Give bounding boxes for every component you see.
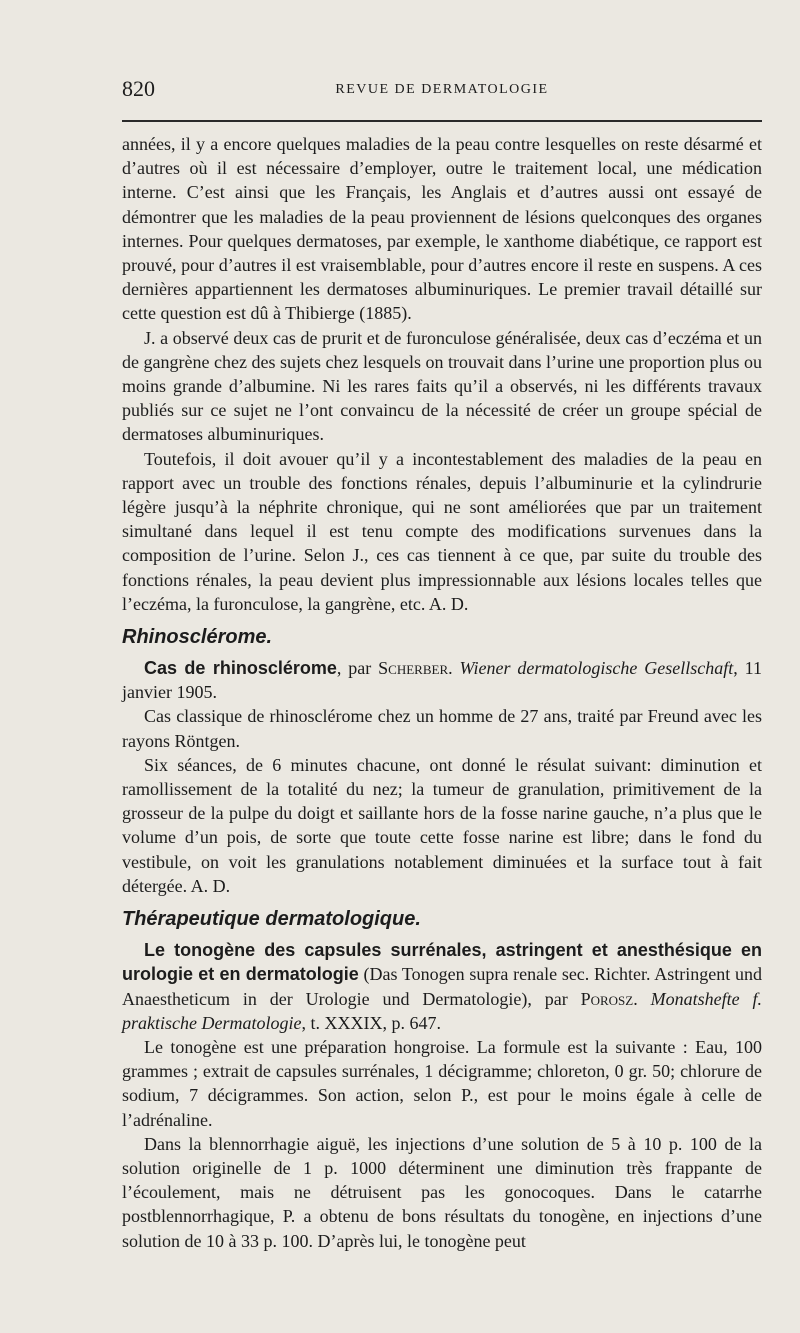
citation-by: , par [336, 658, 379, 679]
header-rule [122, 120, 762, 122]
citation-dot: . [633, 988, 651, 1009]
section-heading: Thérapeutique dermatologique. [122, 908, 421, 931]
article-title: Cas de rhinosclérome [144, 658, 337, 679]
paragraph: Toutefois, il doit avouer qu’il y a incontestablement des maladies de la peau en rapport avec un trouble des fonctions rénales, depuis l’albuminurie et la cylindrurie légère jusqu’à la néphrite chronique, qui ne sont améliorées que par un traitement simultané dans lequel il est tenu compte des modifications survenues dans la composition de l’urine. Selon J., ces cas tiennent à ce que, par suite du trouble des fonctions rénales, la peau devient plus impressionnable aux lésions locales telles que l’eczéma, la furonculose, la gangrène, etc. A. D. [122, 448, 762, 614]
citation-date: , 11 janvier 1905. [122, 658, 763, 703]
citation-journal: Wiener dermatologische Gesellschaft [459, 658, 734, 679]
paragraph: Cas classique de rhinosclérome chez un homme de 27 ans, traité par Freund avec les rayons Röntgen. [122, 706, 762, 751]
body-text [122, 132, 762, 1253]
page-header [122, 76, 762, 106]
paragraph: Dans la blennorrhagie aiguë, les injections d’une solution de 5 à 10 p. 100 de la solution originelle de 1 p. 1000 déterminent une diminution très frappante de l’écoulement, mais ne détruisent pas les gonocoques. Dans le catarrhe postblennorrhagique, P. a obtenu de bons résultats du tonogène, en injections d’une solution de 10 à 33 p. 100. D’après lui, le tonogène peut [122, 1133, 762, 1251]
citation-journal: Monatshefte f. praktische Dermatologie [122, 988, 762, 1033]
page-number: 820 [122, 76, 155, 101]
article-title: Le tonogène des capsules surrénales, astringent et anesthésique en urologie et en dermatologie [122, 940, 762, 985]
citation-rest: (Das Tonogen supra renale sec. Richter. Astringent und Anaestheticum in der Urologie und Dermatologie), par [122, 964, 763, 1009]
citation-author: Scherber [378, 658, 449, 679]
citation-ref: , t. XXXIX, p. 647. [301, 1012, 441, 1033]
citation-dot: . [448, 658, 460, 679]
paragraph: années, il y a encore quelques maladies de la peau contre lesquelles on reste désarmé et d’autres où il est nécessaire d’employer, outre le traitement local, une médication interne. C’est ainsi que les Français, les Anglais et d’autres aussi ont essayé de démontrer que les maladies de la peau proviennent de lésions quelconques des organes internes. Pour quelques dermatoses, par exemple, le xanthome diabétique, ce rapport est prouvé, pour d’autres il est vraisemblable, pour d’autres encore il reste en suspens. A ces dernières appartiennent les dermatoses albuminuriques. Le premier travail détaillé sur cette question est dû à Thibierge (1885). [122, 134, 762, 324]
paragraph: Six séances, de 6 minutes chacune, ont donné le résulat suivant: diminution et ramollissement de la totalité du nez; la tumeur de granulation, primitivement de la grosseur de la pulpe du doigt et saillante hors de la fosse narine gauche, n’a plus que le volume d’un pois, de sorte que toute cette fosse narine est libre; dans le fond du vestibule, on voit les granulations notablement diminuées et la surface tout à fait détergée. A. D. [122, 754, 762, 896]
citation-author: Porosz [580, 988, 634, 1009]
running-title: REVUE DE DERMATOLOGIE [335, 82, 549, 97]
article-citation [122, 656, 762, 704]
paragraph: Le tonogène est une préparation hongroise. La formule est la suivante : Eau, 100 grammes ; extrait de capsules surrénales, 1 décigramme; chloreton, 0 gr. 50; chlorure de sodium, 7 décigrammes. Son action, selon P., est pour le moins égale à celle de l’adrénaline. [122, 1036, 762, 1130]
article-citation [122, 938, 762, 1035]
section-heading: Rhinosclérome. [122, 626, 273, 649]
paragraph: J. a observé deux cas de prurit et de furonculose généralisée, deux cas d’eczéma et un de gangrène chez des sujets chez lesquels on trouvait dans l’urine une proportion plus ou moins grande d’albumine. Ni les rares faits qu’il a observés, ni les différents travaux publiés sur ce sujet ne l’ont convaincu de la nécessité de créer un groupe spécial de dermatoses albuminuriques. [122, 327, 762, 445]
